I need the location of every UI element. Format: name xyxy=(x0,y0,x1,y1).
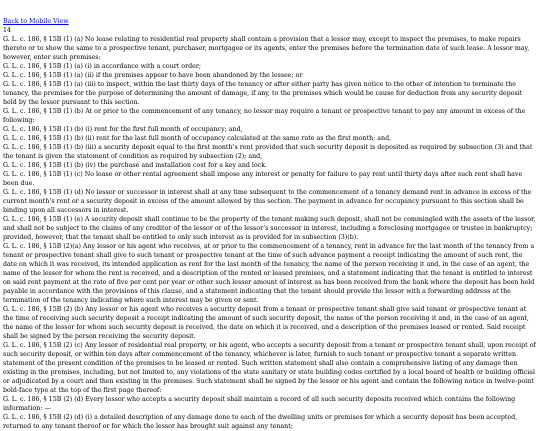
statute-paragraph: G. L. c. 186, § 15B (1) (a) (iii) to inspect, within the last thirty days of the tenancy or after either party has given notice to the other of intention to terminate the tenancy, the premises for the purpose of determining the amount of damage, if any, to the premises which would be cause for deduction from any security deposit held by the lessor pursuant to this section. xyxy=(3,81,523,106)
document-body xyxy=(3,35,537,431)
statute-paragraph: G. L. c. 186, § 15B (2)(a) Any lessor or his agent who receives, at or prior to the commencement of a tenancy, rent in advance for the last month of the tenancy from a tenant or prospective tenant shall give to such tenant or prospective tenant at the time of such advance payment a receipt indicating the amount of such rent, the date on which it was received, its intended application as rent for the last month of the tenancy, the name of the person receiving it and, in the case of an agent, the name of the lessor for whom the rent is received, and a description of the rented or leased premises, and a statement indicating that the tenant is entitled to interest on said rent payment at the rate of five per cent per year or other such lesser amount of interest as has been received from the bank where the deposit has been held payable in accordance with the provisions of this clause, and a statement indicating that the tenant should provide the lessor with a forwarding address at the termination of the tenancy indicating where such interest may be given or sent. xyxy=(3,243,535,304)
statute-paragraph: G. L. c. 186, § 15B (1) (e) A security deposit shall continue to be the property of the tenant making such deposit, shall not be commingled with the assets of the lessor, and shall not be subject to the claims of any creditor of the lessor or of the lessor’s successor in interest, including a foreclosing mortgagee or trustee in bankruptcy; provided, however, that the tenant shall be entitled to only such interest as is provided for in subsection (3)(b). xyxy=(3,216,536,241)
statute-paragraph: G. L. c. 186, § 15B (1) (d) No lessor or successor in interest shall at any time subsequent to the commencement of a tenancy demand rent in advance in excess of the current month’s rent or a security deposit in excess of the amount allowed by this section. The payment in advance for occupancy pursuant to this section shall be binding upon all successors in interest. xyxy=(3,189,532,214)
statute-paragraph: G. L. c. 186, § 15B (1) (b) At or prior to the commencement of any tenancy, no lessor may require a tenant or prospective tenant to pay any amount in excess of the following: xyxy=(3,108,526,124)
page-number: 14 xyxy=(3,27,12,34)
back-to-mobile-view-link[interactable]: Back to Mobile View xyxy=(3,18,69,25)
statute-paragraph: G. L. c. 186, § 15B (1) (a) (ii) if the premises appear to have been abandoned by the lessee; or xyxy=(3,72,303,79)
statute-paragraph: G. L. c. 186, § 15B (1) (b) (iv) the purchase and installation cost for a key and lock. xyxy=(3,162,268,169)
statute-paragraph: G. L. c. 186, § 15B (1) (b) (ii) rent for the last full month of occupancy calculated at the same rate as the first month; and, xyxy=(3,135,392,142)
statute-paragraph: G. L. c. 186, § 15B (2) (b) Any lessor or his agent who receives a security deposit from a tenant or prospective tenant shall give said tenant or prospective tenant at the time of receiving such security deposit a receipt indicating the amount of such security deposit, the name of the person receiving it and, in the case of an agent, the name of the lessor for whom such security deposit is received, the date on which it is received, and a description of the premises leased or rented. Said receipt shall be signed by the person receiving the security deposit. xyxy=(3,306,529,340)
statute-paragraph: G. L. c. 186, § 15B (1) (c) No lease or other rental agreement shall impose any interest or penalty for failure to pay rent until thirty days after such rent shall have been due. xyxy=(3,171,523,187)
statute-paragraph: G. L. c. 186, § 15B (1) (b) (iii) a security deposit equal to the first month’s rent provided that such security deposit is deposited as required by subsection (3) and that the tenant is given the statement of condition as required by subsection (2); and, xyxy=(3,144,533,160)
statute-paragraph: G. L. c. 186, § 15B (2) (d) Every lessor who accepts a security deposit shall maintain a record of all such security deposits received which contains the following information: — xyxy=(3,396,516,412)
statute-paragraph: G. L. c. 186, § 15B (1) (b) (i) rent for the first full month of occupancy; and, xyxy=(3,126,243,133)
statute-paragraph: G. L. c. 186, § 15B (1) (a) (i) in accordance with a court order; xyxy=(3,63,201,70)
statute-paragraph: G. L. c. 186, § 15B (2) (d) (i) a detailed description of any damage done to each of the dwelling units or premises for which a security deposit has been accepted, returned to any tenant thereof or for which the lessor has brought suit against any tenant; xyxy=(3,414,518,430)
statute-paragraph: G. L. c. 186, § 15B (2) (c) Any lessor of residential real property, or his agent, who accepts a security deposit from a tenant or prospective tenant shall, upon receipt of such security deposit, or within ten days after commencement of the tenancy, whichever is later, furnish to such tenant or prospective tenant a separate written statement of the present condition of the premises to be leased or rented. Such written statement shall also contain a comprehensive listing of any damage then existing in the premises, including, but not limited to, any violations of the state sanitary or state building codes certified by a local board of health or building official or adjudicated by a court and then existing in the premises. Such statement shall be signed by the lessor or his agent and contain the following notice in twelve-point bold-face type at the top of the first page thereof: xyxy=(3,342,536,394)
statute-paragraph: G. L. c. 186, § 15B (1) (a) No lease relating to residential real property shall contain a provision that a lessor may, except to inspect the premises, to make repairs thereto or to show the same to a prospective tenant, purchaser, mortgagee or its agents, enter the premises before the termination date of such lease. A lessor may, however, enter such premises: xyxy=(3,36,530,61)
